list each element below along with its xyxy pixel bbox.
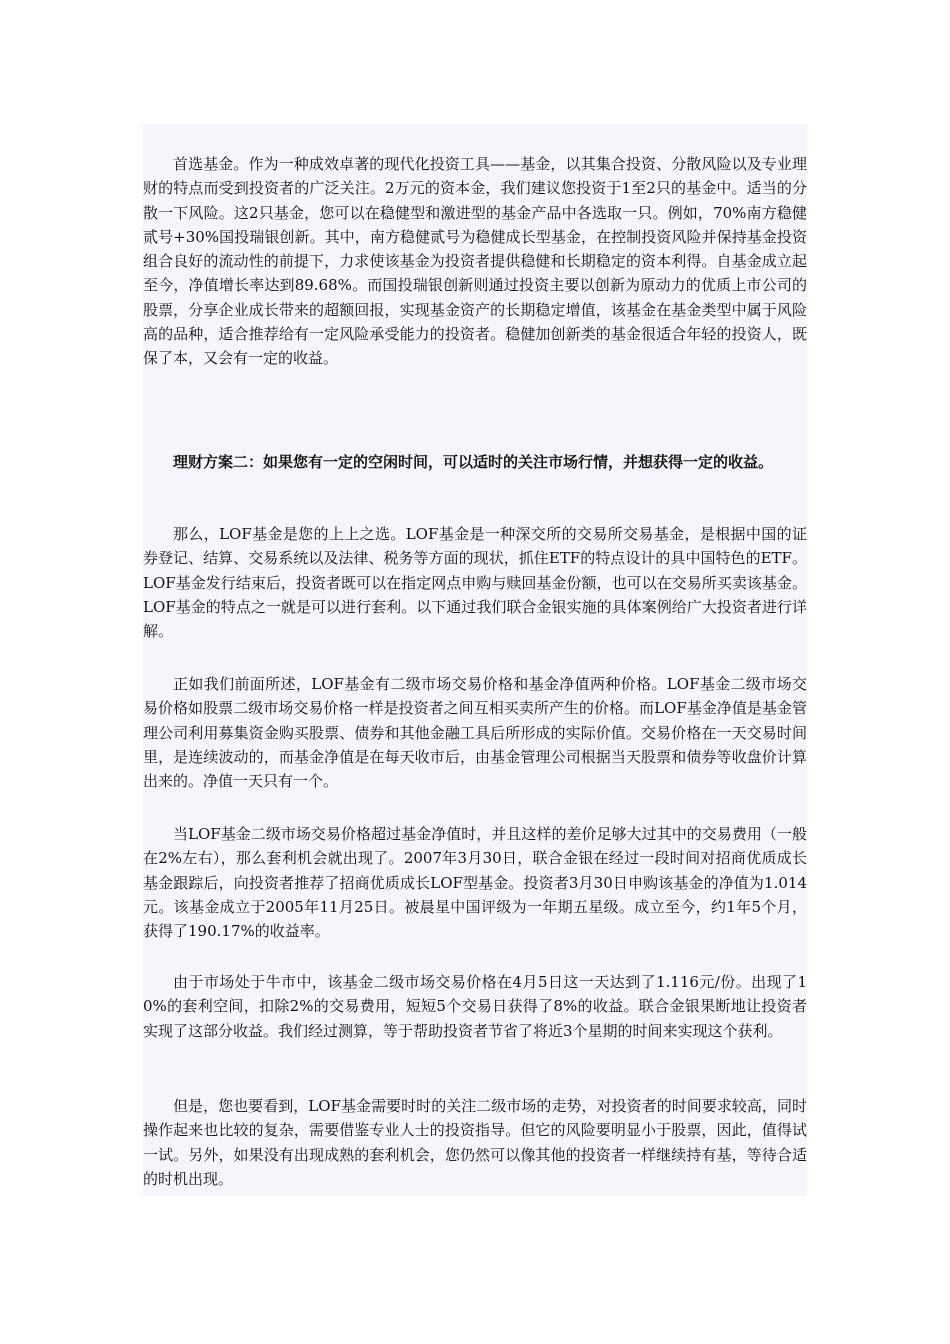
paragraph-lof-intro: 那么，LOF基金是您的上上之选。LOF基金是一种深交所的交易所交易基金，是根据中国的证券登记、结算、交易系统以及法律、税务等方面的现状，抓住ETF的特点设计的具中国特色的ETF。LOF基金发行结束后，投资者既可以在指定网点申购与赎回基金份额，也可以在交易所买卖该基金。LOF基金的特点之一就是可以进行套利。以下通过我们联合金银实施的具体案例给广大投资者进行详解。: [143, 525, 807, 641]
document-body: [143, 124, 807, 1196]
paragraph-lof-prices: 正如我们前面所述，LOF基金有二级市场交易价格和基金净值两种价格。LOF基金二级市场交易价格如股票二级市场交易价格一样是投资者之间互相买卖所产生的价格。而LOF基金净值是基金管理公司利用募集资金购买股票、债券和其他金融工具后所形成的实际价值。交易价格在一天交易时间里，是连续波动的，而基金净值是在每天收市后，由基金管理公司根据当天股票和债券等收盘价计算出来的。净值一天只有一个。: [143, 675, 807, 791]
paragraph-arbitrage-case: 当LOF基金二级市场交易价格超过基金净值时，并且这样的差价足够大过其中的交易费用（一般在2%左右），那么套利机会就出现了。2007年3月30日，联合金银在经过一段时间对招商优质成长基金跟踪后，向投资者推荐了招商优质成长LOF型基金。投资者3月30日申购该基金的净值为1.014元。该基金成立于2005年11月25日。被晨星中国评级为一年期五星级。成立至今，约1年5个月，获得了190.17%的收益率。: [143, 825, 807, 941]
paragraph-caution: 但是，您也要看到，LOF基金需要时时的关注二级市场的走势，对投资者的时间要求较高，同时操作起来也比较的复杂，需要借鉴专业人士的投资指导。但它的风险要明显小于股票，因此，值得试一试。另外，如果没有出现成熟的套利机会，您仍然可以像其他的投资者一样继续持有基，等待合适的时机出现。: [143, 1097, 807, 1188]
plan-two-heading: 理财方案二：如果您有一定的空闲时间，可以适时的关注市场行情，并想获得一定的收益。: [173, 453, 774, 471]
paragraph-arbitrage-result: 由于市场处于牛市中，该基金二级市场交易价格在4月5日这一天达到了1.116元/份。出现了10%的套利空间，扣除2%的交易费用，短短5个交易日获得了8%的收益。联合金银果断地让投资者实现了这部分收益。我们经过测算，等于帮助投资者节省了将近3个星期的时间来实现这个获利。: [143, 973, 807, 1040]
paragraph-fund-selection: 首选基金。作为一种成效卓著的现代化投资工具——基金，以其集合投资、分散风险以及专业理财的特点而受到投资者的广泛关注。2万元的资本金，我们建议您投资于1至2只的基金中。适当的分散一下风险。这2只基金，您可以在稳健型和激进型的基金产品中各选取一只。例如，70%南方稳健贰号+30%国投瑞银创新。其中，南方稳健贰号为稳健成长型基金，在控制投资风险并保持基金投资组合良好的流动性的前提下，力求使该基金为投资者提供稳健和长期稳定的资本利得。自基金成立起至今，净值增长率达到89.68%。而国投瑞银创新则通过投资主要以创新为原动力的优质上市公司的股票，分享企业成长带来的超额回报，实现基金资产的长期稳定增值，该基金在基金类型中属于风险高的品种，适合推荐给有一定风险承受能力的投资者。稳健加创新类的基金很适合年轻的投资人，既保了本，又会有一定的收益。: [143, 155, 807, 368]
